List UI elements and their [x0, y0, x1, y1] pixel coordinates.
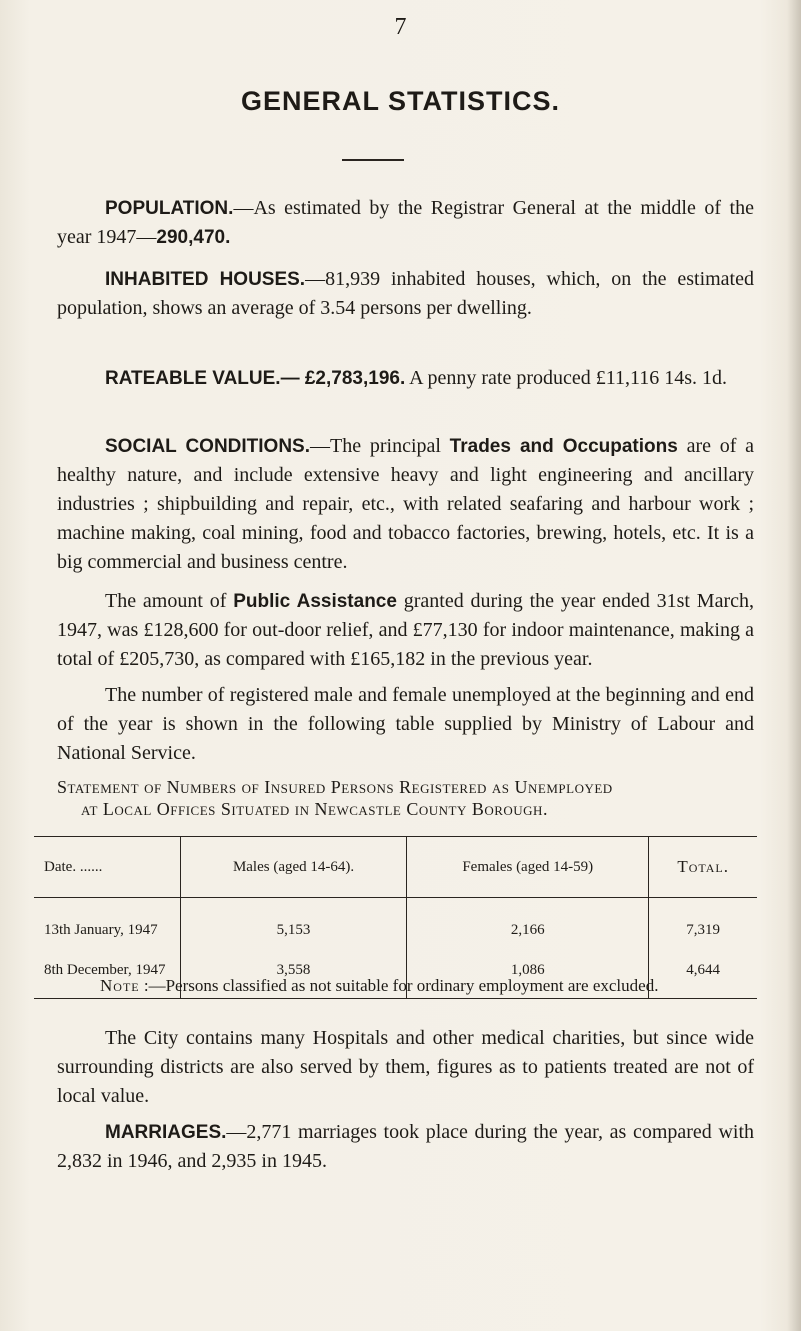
table-cell-males: 3,558	[181, 950, 407, 999]
social-conditions-heading: SOCIAL CONDITIONS.	[105, 436, 311, 457]
social-conditions-text-b: are of a healthy nature, and include extensive heavy and light engineering and ancillary industries ; shipbuilding and repair, etc., with related seafaring and harbour work ; machine making, coal mining, food and tobacco factories, brewing, hotels, etc. It is a big commercial and business centre.	[57, 435, 754, 573]
social-conditions-highlight: Trades and Occupations	[449, 436, 678, 457]
public-assistance-paragraph	[57, 587, 754, 674]
hospitals-paragraph: The City contains many Hospitals and other medical charities, but since wide surrounding districts are also served by them, figures as to patients treated are not of local value.	[57, 1027, 754, 1107]
table-cell-total: 4,644	[649, 950, 757, 999]
population-text: —As estimated by the Registrar General at the middle of the year 1947—	[57, 197, 754, 248]
table-caption	[57, 776, 754, 820]
table-cell-females: 2,166	[407, 898, 649, 951]
rateable-value-paragraph	[57, 364, 754, 393]
rateable-value-amount: — £2,783,196.	[280, 368, 406, 389]
social-conditions-text-a: —The principal	[310, 435, 450, 457]
page-title: GENERAL STATISTICS.	[240, 86, 561, 116]
note-label: Note	[100, 976, 140, 995]
inhabited-houses-text: —81,939 inhabited houses, which, on the estimated population, shows an average of 3.54 persons per dwelling.	[57, 268, 754, 319]
marriages-text: —2,771 marriages took place during the year, as compared with 2,832 in 1946, and 2,935 in 1945.	[57, 1121, 754, 1172]
table-header-males: Males (aged 14-64).	[181, 837, 407, 898]
table-header-date: Date. ......	[34, 837, 181, 898]
rateable-value-heading: RATEABLE VALUE.	[105, 368, 281, 389]
table-row	[34, 898, 757, 951]
social-conditions-paragraph	[57, 432, 754, 577]
population-value: 290,470.	[156, 227, 231, 248]
population-paragraph	[57, 194, 754, 252]
unemployment-table	[34, 836, 757, 999]
title-rule	[342, 159, 404, 161]
population-heading: POPULATION.	[105, 198, 234, 219]
table-cell-date: 13th January, 1947	[44, 921, 158, 938]
table-header-row	[34, 837, 757, 898]
public-assistance-text-b: granted during the year ended 31st March, 1947, was £128,600 for out-door relief, and £77,130 for indoor maintenance, making a total of £205,730, as compared with £165,182 in the previous year.	[57, 590, 755, 670]
table-cell-date: 8th December, 1947	[34, 950, 181, 999]
table-caption-line2: at Local Offices Situated in Newcastle County Borough.	[81, 799, 548, 819]
table-header-females: Females (aged 14-59)	[407, 837, 649, 898]
unemployed-intro-paragraph: The number of registered male and female unemployed at the beginning and end of the year is shown in the following table supplied by Ministry of Labour and National Service.	[57, 684, 754, 764]
page-edge-shadow	[787, 0, 801, 1331]
table-cell-females: 1,086	[407, 950, 649, 999]
marriages-heading: MARRIAGES.	[105, 1122, 227, 1143]
page-number: 7	[394, 14, 407, 40]
table-caption-line1: Statement of Numbers of Insured Persons Registered as Unemployed	[57, 777, 613, 797]
note-text: :—Persons classified as not suitable for ordinary employment are excluded.	[139, 976, 659, 995]
rateable-value-text: A penny rate produced £11,116 14s. 1d.	[405, 367, 728, 389]
table-note	[100, 976, 760, 996]
inhabited-houses-heading: INHABITED HOUSES.	[105, 269, 306, 290]
table-cell-males: 5,153	[181, 898, 407, 951]
public-assistance-highlight: Public Assistance	[233, 591, 397, 612]
marriages-paragraph	[57, 1118, 754, 1176]
table-cell-total: 7,319	[649, 898, 757, 951]
table-header-total: Total.	[649, 837, 757, 898]
inhabited-houses-paragraph	[57, 265, 754, 323]
public-assistance-text-a: The amount of	[105, 590, 234, 612]
